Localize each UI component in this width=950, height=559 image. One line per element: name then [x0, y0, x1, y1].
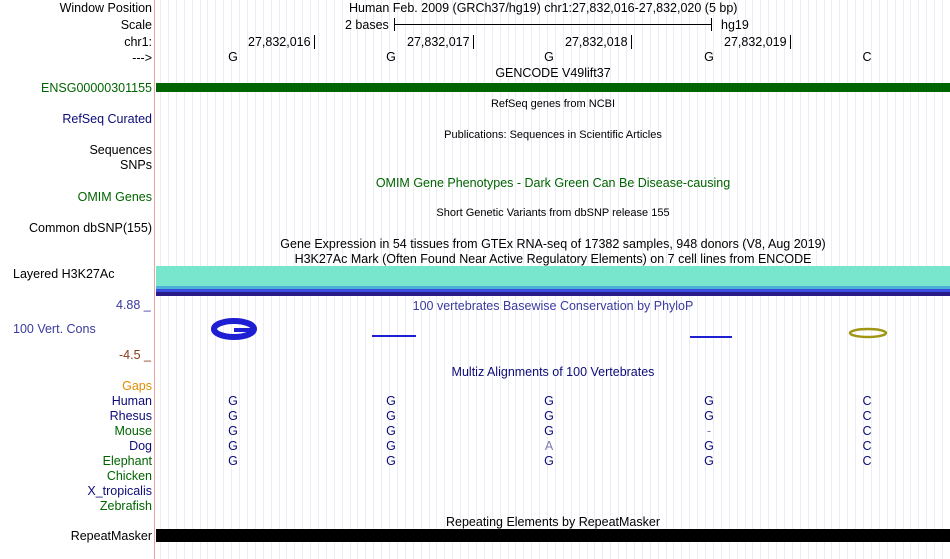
chrom-label: chr1:	[124, 35, 152, 49]
repeatmasker-track-title[interactable]: Repeating Elements by RepeatMasker	[445, 515, 660, 529]
position-label: 27,832,018	[565, 35, 628, 49]
alignment-base: G	[544, 424, 554, 438]
alignment-base: G	[386, 424, 396, 438]
reference-base[interactable]: G	[228, 50, 238, 64]
conservation-max-value: 4.88 _	[116, 298, 151, 312]
conservation-logo-g-bar	[234, 328, 254, 332]
conservation-track-label[interactable]: 100 Vert. Cons	[13, 322, 96, 336]
omim-track-label[interactable]: OMIM Genes	[77, 190, 152, 204]
alignment-base: G	[704, 454, 714, 468]
h3k27ac-track-title[interactable]: H3K27Ac Mark (Often Found Near Active Regulatory Elements) on 7 cell lines from ENCODE	[294, 252, 812, 266]
species-label[interactable]: Chicken	[106, 469, 152, 483]
position-label: 27,832,019	[724, 35, 787, 49]
species-label[interactable]: Zebrafish	[99, 499, 152, 513]
species-label[interactable]: Human	[111, 394, 152, 408]
scale-assembly: hg19	[721, 18, 749, 32]
window-position-label: Window Position	[59, 1, 152, 15]
refseq-track-label[interactable]: RefSeq Curated	[62, 112, 152, 126]
alignment-base: C	[862, 439, 872, 453]
refseq-track-title[interactable]: RefSeq genes from NCBI	[490, 98, 616, 110]
alignment-base: G	[704, 439, 714, 453]
alignment-base: G	[544, 394, 554, 408]
gencode-track-title[interactable]: GENCODE V49lift37	[495, 66, 611, 80]
reference-base[interactable]: G	[386, 50, 396, 64]
reference-base[interactable]: G	[544, 50, 554, 64]
h3k27ac-track-label[interactable]: Layered H3K27Ac	[13, 267, 115, 281]
alignment-base: G	[544, 454, 554, 468]
alignment-base: G	[386, 439, 396, 453]
species-label[interactable]: X_tropicalis	[87, 484, 152, 498]
alignment-base: -	[706, 424, 712, 438]
alignment-base: G	[228, 424, 238, 438]
conservation-base-logos	[156, 315, 950, 345]
alignment-base: G	[228, 454, 238, 468]
alignment-base: A	[544, 439, 554, 453]
alignment-base: G	[544, 409, 554, 423]
gtex-track-title[interactable]: Gene Expression in 54 tissues from GTEx RNA-seq of 17382 samples, 948 donors (V8, Aug 2019)	[280, 237, 826, 251]
scale-label: Scale	[120, 18, 152, 32]
position-tick	[473, 35, 474, 49]
alignment-base: G	[228, 439, 238, 453]
dbsnp-track-label[interactable]: Common dbSNP(155)	[29, 221, 152, 235]
alignment-base: C	[862, 424, 872, 438]
conservation-logo-c	[850, 329, 886, 337]
alignment-base: C	[862, 454, 872, 468]
multiz-track-title[interactable]: Multiz Alignments of 100 Vertebrates	[451, 365, 655, 379]
strand-label: --->	[132, 51, 152, 65]
species-label[interactable]: Rhesus	[109, 409, 152, 423]
position-label: 27,832,016	[248, 35, 311, 49]
conservation-logo-small	[372, 335, 416, 337]
reference-base[interactable]: C	[862, 50, 872, 64]
reference-base[interactable]: G	[704, 50, 714, 64]
repeatmasker-track-label[interactable]: RepeatMasker	[70, 529, 152, 543]
alignment-base: C	[862, 394, 872, 408]
gencode-gene-feature[interactable]	[156, 83, 950, 92]
alignment-base: G	[386, 454, 396, 468]
conservation-track-title[interactable]: 100 vertebrates Basewise Conservation by PhyloP	[412, 299, 694, 313]
alignment-base: G	[228, 394, 238, 408]
h3k27ac-signal[interactable]	[156, 266, 950, 296]
omim-track-title[interactable]: OMIM Gene Phenotypes - Dark Green Can Be Disease-causing	[375, 176, 731, 190]
sequences-track-label[interactable]: Sequences	[89, 143, 152, 157]
gaps-label: Gaps	[122, 379, 152, 393]
alignment-base: G	[386, 409, 396, 423]
position-tick	[314, 35, 315, 49]
species-label[interactable]: Elephant	[102, 454, 152, 468]
gencode-track-label[interactable]: ENSG00000301155	[41, 81, 152, 95]
species-label[interactable]: Dog	[129, 439, 152, 453]
publications-track-title[interactable]: Publications: Sequences in Scientific Articles	[444, 129, 662, 141]
snps-track-label[interactable]: SNPs	[120, 158, 152, 172]
alignment-base: G	[704, 394, 714, 408]
position-label: 27,832,017	[407, 35, 470, 49]
position-tick	[631, 35, 632, 49]
alignment-base: G	[228, 409, 238, 423]
repeatmasker-feature[interactable]	[156, 529, 950, 542]
alignment-base: C	[862, 409, 872, 423]
left-panel-divider	[154, 0, 155, 559]
alignment-base: G	[386, 394, 396, 408]
conservation-min-value: -4.5 _	[119, 348, 151, 362]
scale-bases: 2 bases	[345, 18, 389, 32]
conservation-logo-small	[690, 336, 732, 338]
species-label[interactable]: Mouse	[114, 424, 152, 438]
alignment-base: G	[704, 409, 714, 423]
window-position-value: Human Feb. 2009 (GRCh37/hg19) chr1:27,832,016-27,832,020 (5 bp)	[349, 1, 738, 15]
dbsnp-track-title[interactable]: Short Genetic Variants from dbSNP release 155	[436, 207, 670, 219]
position-tick	[790, 35, 791, 49]
